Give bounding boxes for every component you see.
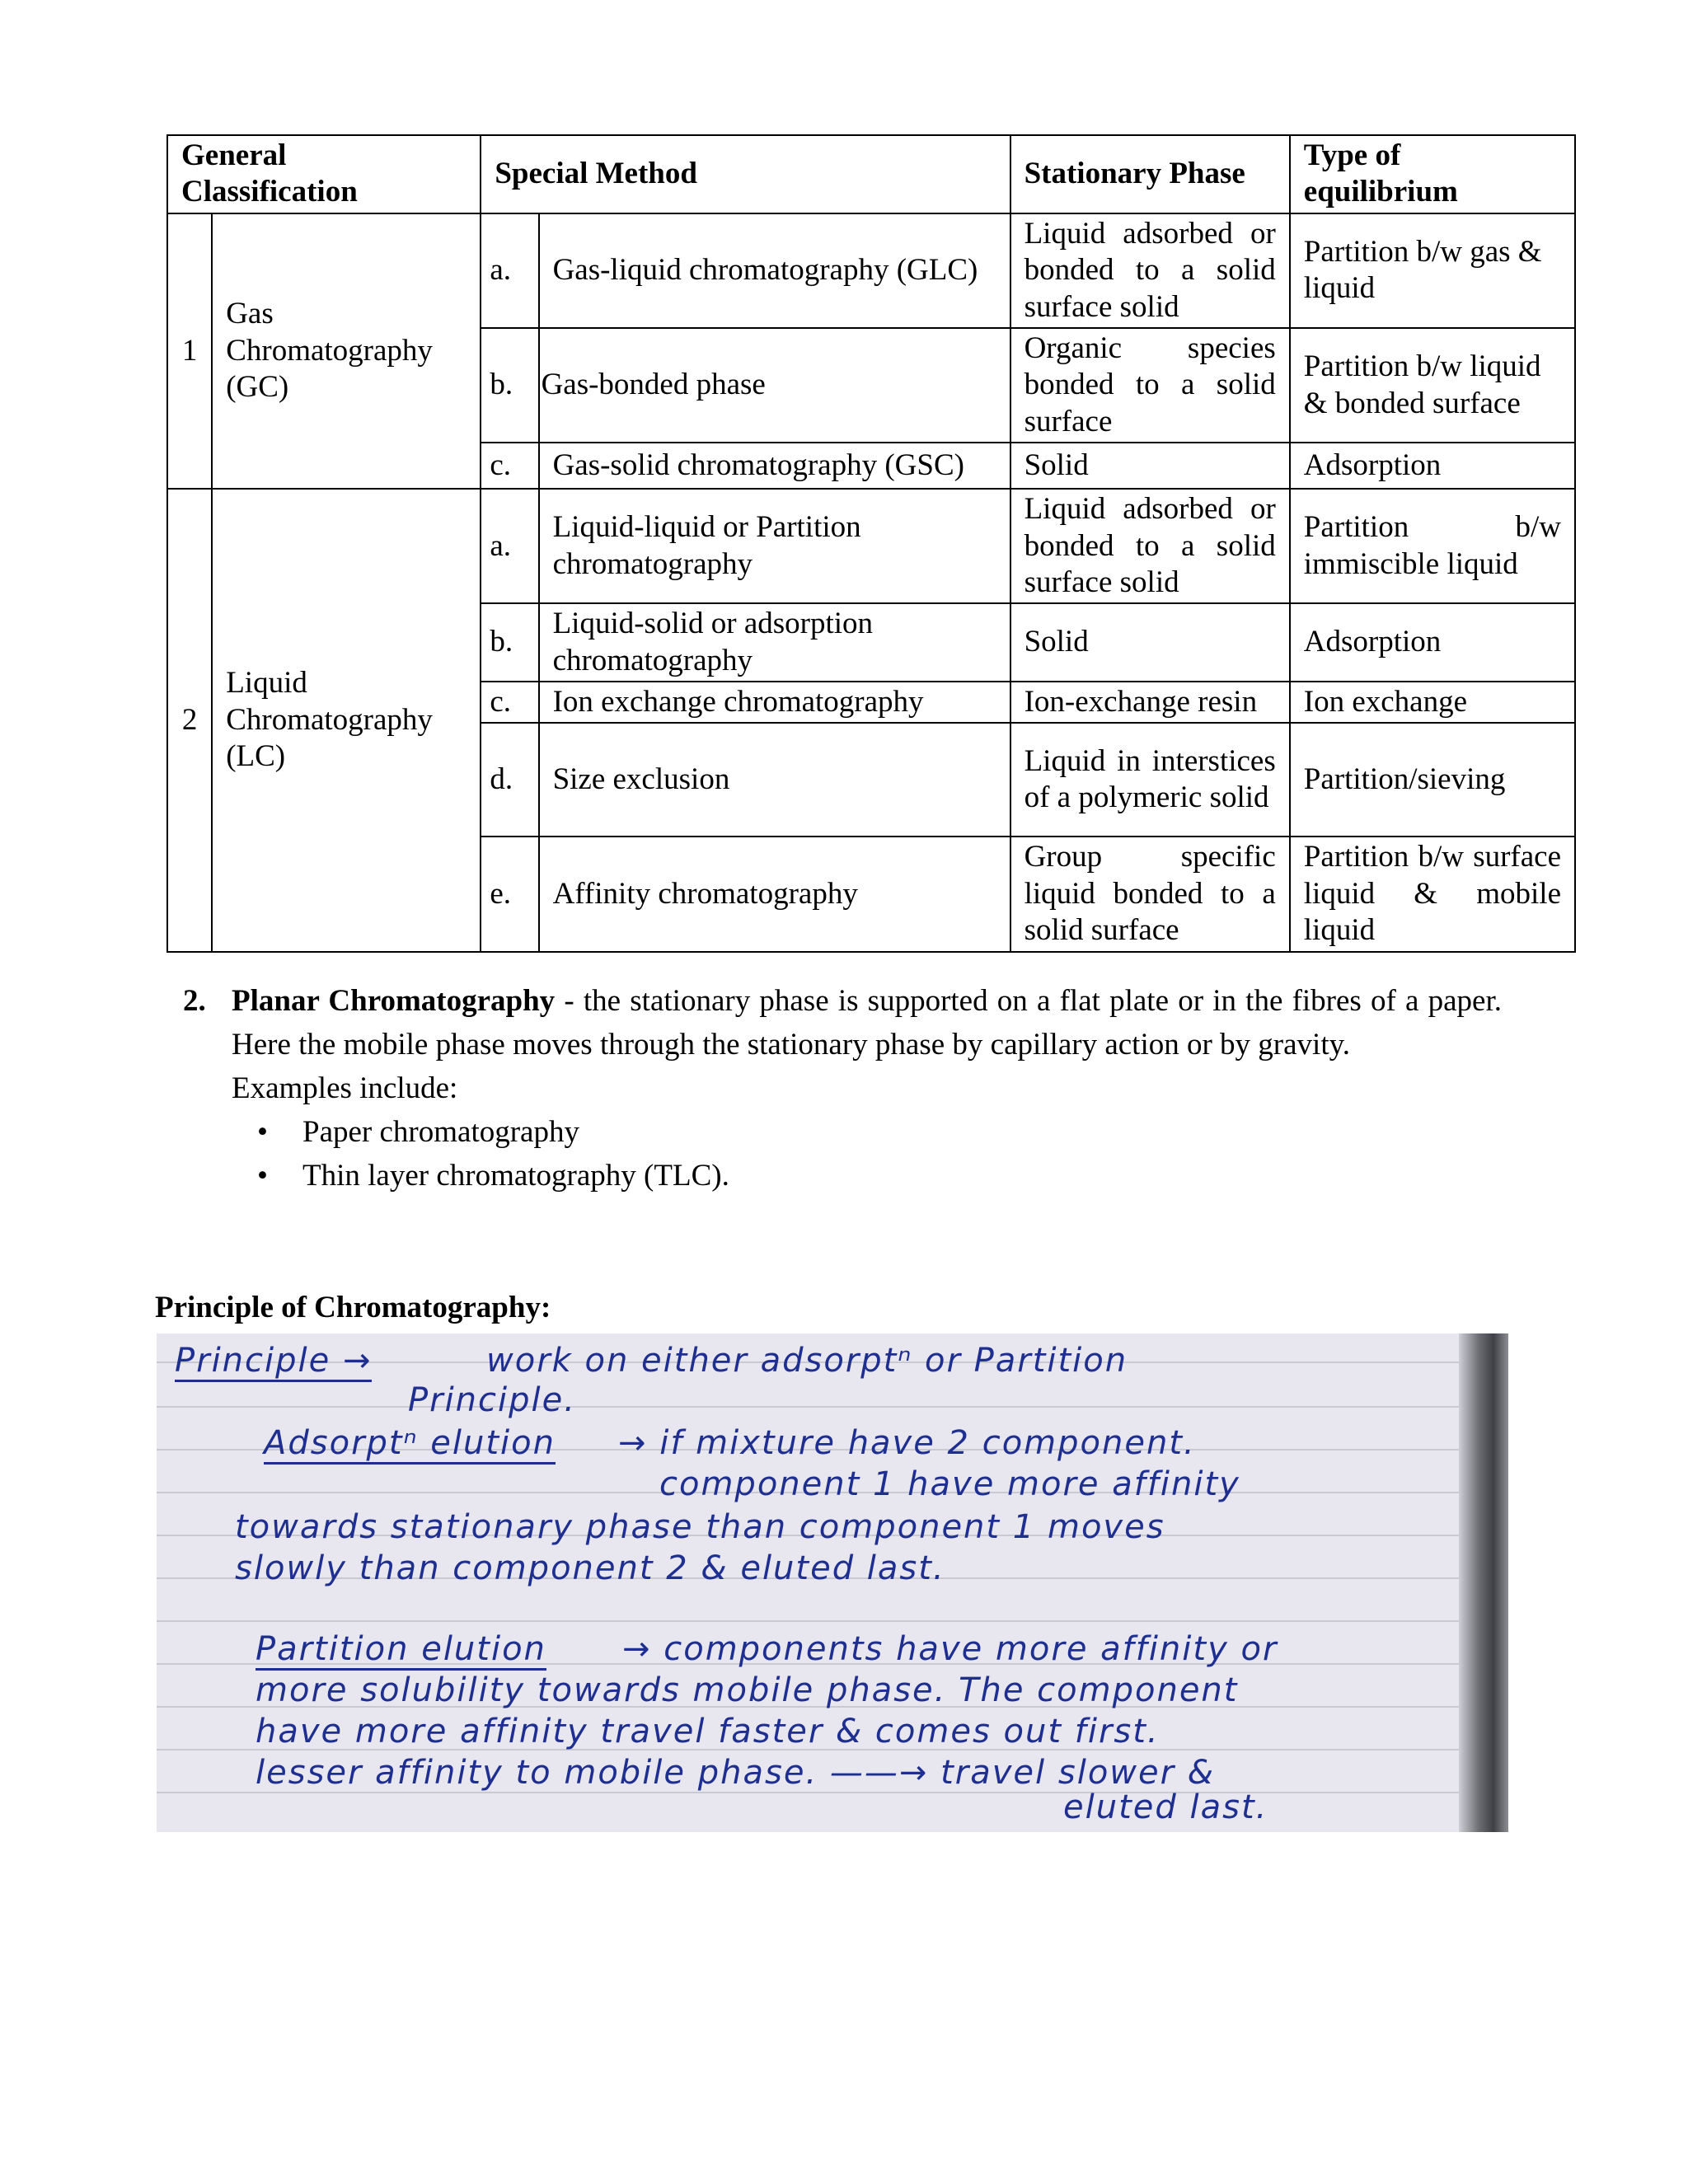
stationary-phase-cell: Solid [1010,443,1290,489]
row-letter: e. [481,837,538,951]
handwritten-notes-image [157,1333,1508,1832]
notebook-spine [1459,1333,1508,1832]
stationary-phase-cell: Ion-exchange resin [1010,682,1290,723]
group-number: 2 [167,489,212,952]
list-number: 2. [183,984,206,1018]
stationary-phase-cell: Solid [1010,603,1290,682]
handwritten-line: Principle → [175,1342,372,1382]
method-cell: Gas-liquid chromatography (GLC) [539,213,1010,328]
planar-paragraph [183,979,1502,1066]
equilibrium-cell: Partition/sieving [1290,723,1575,837]
ruled-line [157,1620,1508,1622]
equilibrium-cell: Partition b/w liquid & bonded surface [1290,328,1575,443]
header-stationary-phase: Stationary Phase [1010,135,1290,213]
list-item: • Thin layer chromatography (TLC). [257,1154,1502,1197]
row-letter: b. [481,603,538,682]
stationary-phase-cell: Liquid in interstices of a polymeric solid [1010,723,1290,837]
table-row [167,213,1575,328]
handwritten-line: Principle. [408,1381,576,1419]
row-letter: a. [481,489,538,603]
method-cell: Liquid-liquid or Partition chromatography [539,489,1010,603]
group-name: Gas Chromatography (GC) [212,213,481,489]
equilibrium-cell: Partition b/w gas & liquid [1290,213,1575,328]
row-letter: a. [481,213,538,328]
header-type-of-equilibrium: Type of equilibrium [1290,135,1575,213]
equilibrium-cell: Ion exchange [1290,682,1575,723]
stationary-phase-cell: Liquid adsorbed or bonded to a solid surface solid [1010,489,1290,603]
handwritten-line: towards stationary phase than component 1 moves [235,1508,1165,1546]
equilibrium-cell: Adsorption [1290,443,1575,489]
handwritten-line: Adsorptⁿ elution [264,1424,556,1465]
equilibrium-cell: Partition b/w immiscible liquid [1290,489,1575,603]
row-letter: d. [481,723,538,837]
group-name: Liquid Chromatography (LC) [212,489,481,952]
classification-table [166,134,1576,953]
row-letter: b. [481,328,538,443]
planar-term: Planar Chromatography [232,984,556,1018]
method-cell: Affinity chromatography [539,837,1010,951]
group-number: 1 [167,213,212,489]
stationary-phase-cell: Organic species bonded to a solid surface [1010,328,1290,443]
ruled-line [157,1406,1508,1408]
handwritten-line: → components have more affinity or [622,1630,1278,1668]
handwritten-line: slowly than component 2 & eluted last. [235,1549,945,1587]
handwritten-line: work on either adsorptⁿ or Partition [486,1342,1128,1380]
table-header-row [167,135,1575,213]
handwritten-line: Partition elution [256,1630,546,1671]
header-general-classification: General Classification [167,135,481,213]
handwritten-line: eluted last. [1063,1788,1268,1826]
equilibrium-cell: Adsorption [1290,603,1575,682]
row-letter: c. [481,443,538,489]
stationary-phase-cell: Group specific liquid bonded to a solid surface [1010,837,1290,951]
header-special-method: Special Method [481,135,1010,213]
examples-label: Examples include: [232,1071,458,1105]
handwritten-line: have more affinity travel faster & comes out first. [256,1713,1160,1750]
principle-heading: Principle of Chromatography: [155,1291,551,1324]
planar-body [232,979,1502,1066]
planar-chromatography-section [183,979,1502,1197]
equilibrium-cell: Partition b/w surface liquid & mobile liquid [1290,837,1575,951]
planar-description: - the stationary phase is supported on a flat plate or in the fibres of a paper. Here the mobile phase moves through the stationary phase by capillary action or by gravity. [232,984,1503,1062]
examples-list [183,1110,1502,1197]
method-cell: Liquid-solid or adsorption chromatography [539,603,1010,682]
handwritten-line: component 1 have more affinity [659,1465,1240,1503]
method-cell: Gas-bonded phase [539,328,1010,443]
list-item: • Paper chromatography [257,1110,1502,1154]
method-cell: Size exclusion [539,723,1010,837]
row-letter: c. [481,682,538,723]
handwritten-line: lesser affinity to mobile phase. ——→ travel slower & [256,1754,1215,1792]
handwritten-line: → if mixture have 2 component. [618,1424,1196,1462]
stationary-phase-cell: Liquid adsorbed or bonded to a solid surface solid [1010,213,1290,328]
method-cell: Gas-solid chromatography (GSC) [539,443,1010,489]
table-row [167,489,1575,603]
handwritten-line: more solubility towards mobile phase. The component [256,1671,1239,1709]
ruled-line [157,1792,1508,1793]
method-cell: Ion exchange chromatography [539,682,1010,723]
